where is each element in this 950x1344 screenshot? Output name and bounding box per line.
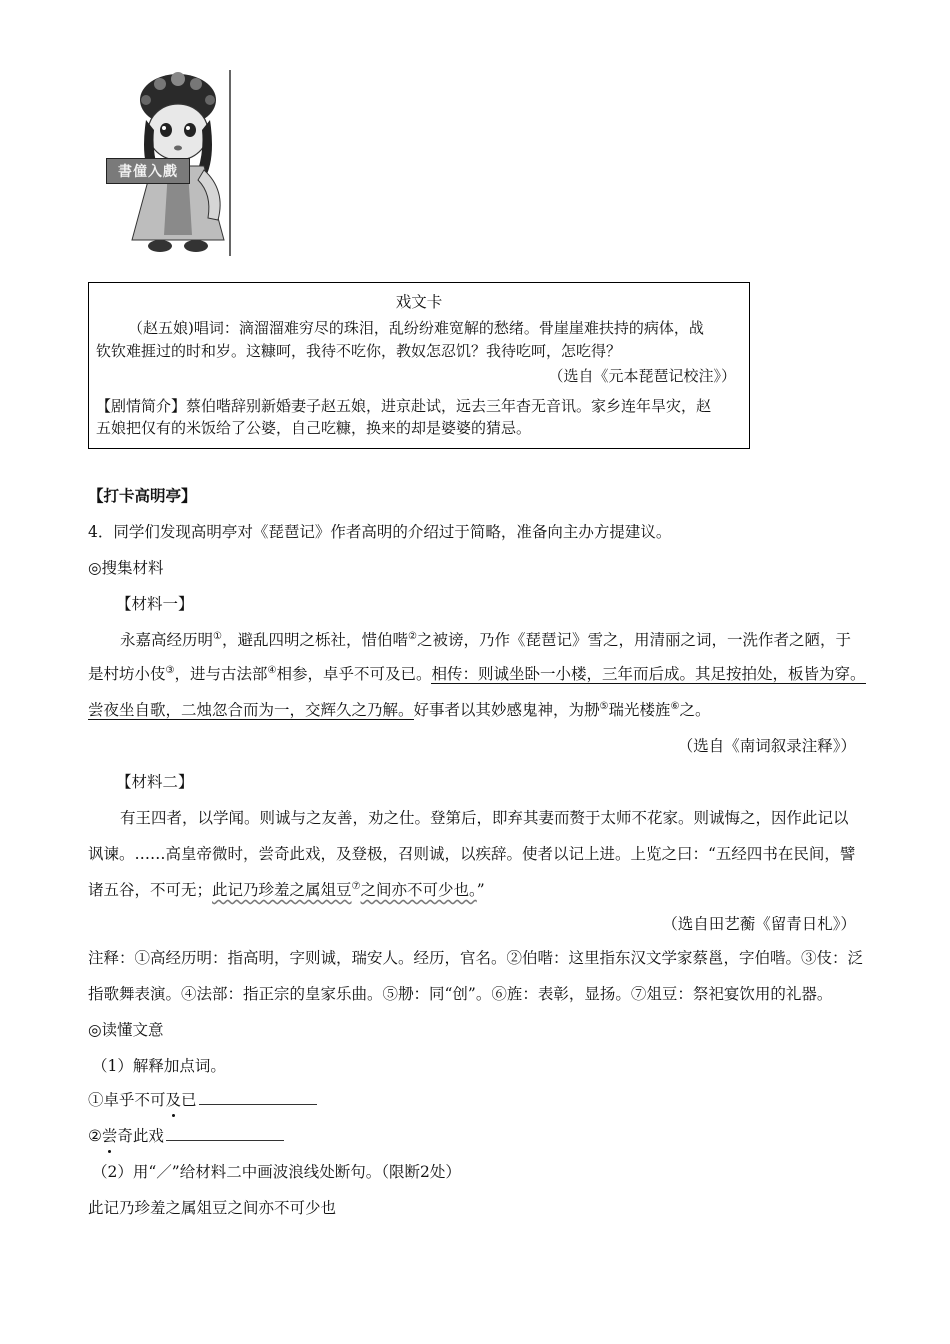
item-2 xyxy=(88,1126,284,1146)
text-span: 永嘉高经历明 xyxy=(120,631,214,649)
card-title: 戏文卡 xyxy=(395,293,443,311)
card-intro-line-2: 五娘把仅有的米饭给了公婆，自己吃糠，换来的却是婆婆的猜忌。 xyxy=(96,419,532,437)
material-1-line-3 xyxy=(88,700,711,720)
material-2-line-2: 讽谏。……高皇帝微时，尝奇此戏，及登极，召则诚，以疾辞。使者以记上进。上览之曰：“五经四书在民间，譬 xyxy=(88,845,856,863)
question-4: 4．同学们发现高明亭对《琵琶记》作者高明的介绍过于简略，准备向主办方提建议。 xyxy=(88,523,672,541)
text-span: 诸五谷，不可无； xyxy=(88,881,213,899)
dotted-word: 及 xyxy=(165,1091,182,1109)
text-span: ，避乱四明之栎社，惜伯喈 xyxy=(221,631,408,649)
text-span: ①卓乎不可 xyxy=(88,1091,166,1109)
item-1 xyxy=(88,1090,317,1110)
card-lyric-line-1: （赵五娘)唱词：滴溜溜难穷尽的珠泪，乱纷纷难宽解的愁绪。骨崖崖难扶持的病体，战 xyxy=(128,319,704,337)
sign-text: 書僮入戲 xyxy=(118,164,178,180)
notes-line-2: 指歌舞表演。④法部：指正宗的皇家乐曲。⑤刱：同“创”。⑥旌：表彰，显扬。⑦俎豆：祭祀宴饮用的礼器。 xyxy=(88,985,833,1003)
text-span: 奇此戏 xyxy=(117,1127,164,1145)
sentence-to-punctuate: 此记乃珍羞之属俎豆之间亦不可少也 xyxy=(88,1199,337,1217)
figure-sign-board xyxy=(106,158,190,184)
section-heading: 【打卡高明亭】 xyxy=(88,486,197,505)
sub-question-2: （2）用“／”给材料二中画波浪线处断句。（限断2处） xyxy=(92,1163,461,1181)
material-2-label: 【材料二】 xyxy=(116,773,194,791)
text-span: ，进与古法部 xyxy=(174,665,268,683)
material-2-source: （选自田艺蘅《留青日札》） xyxy=(662,915,856,933)
note-ref: ⑦ xyxy=(351,880,361,892)
card-lyric-line-2: 钦钦难捱过的时和岁。这糠呵，我待不吃你，教奴怎忍饥？我待吃呵，怎吃得？ xyxy=(96,342,622,360)
note-ref: ② xyxy=(408,630,417,642)
material-2-line-1: 有王四者，以学闻。则诚与之友善，劝之仕。登第后，即弃其妻而赘于太师不花家。则诚悔之，因作此记以 xyxy=(120,809,849,827)
text-span: ② xyxy=(88,1127,102,1145)
dotted-word: 尝 xyxy=(101,1127,118,1145)
note-ref: ⑤ xyxy=(599,700,609,712)
underlined-text: 相传：则诚坐卧一小楼，三年而后成。其足按拍处，板皆为穿。 xyxy=(431,665,866,683)
notes-line-1: 注释：①高经历明：指高明，字则诚，瑞安人。经历，官名。②伯喈：这里指东汉文学家蔡邕，字伯喈。③伎：泛 xyxy=(88,949,864,967)
sub-question-1: （1）解释加点词。 xyxy=(92,1057,226,1075)
card-intro-line-1: 【剧情简介】蔡伯喈辞别新婚妻子赵五娘，进京赴试，远去三年杳无音讯。家乡连年旱灾，赵 xyxy=(96,397,712,415)
text-span: 好事者以其妙感鬼神，为刱 xyxy=(413,701,600,719)
material-2-line-3 xyxy=(88,880,485,900)
wavy-underlined-text: 此记乃珍羞之属俎豆 xyxy=(212,881,352,899)
text-span: 已 xyxy=(181,1091,197,1109)
text-span: ” xyxy=(476,881,485,899)
text-span: 瑞光楼旌 xyxy=(608,701,671,719)
material-1-line-2 xyxy=(88,664,866,684)
note-ref: ③ xyxy=(165,664,175,676)
note-ref: ④ xyxy=(267,664,277,676)
answer-blank-1[interactable] xyxy=(199,1090,317,1105)
underlined-text: 尝夜坐自歌，二烛忽合而为一，交辉久之乃解。 xyxy=(88,701,414,719)
text-span: 之。 xyxy=(679,701,711,719)
wavy-underlined-text: 之间亦不可少也。 xyxy=(360,881,477,899)
note-ref: ① xyxy=(213,630,222,642)
understand-heading: ◎读懂文意 xyxy=(88,1021,164,1039)
material-1-label: 【材料一】 xyxy=(116,595,194,613)
card-source: （选自《元本琵琶记校注》） xyxy=(548,367,736,385)
material-1-line-1 xyxy=(120,630,851,650)
note-ref: ⑥ xyxy=(670,700,680,712)
text-span: 之被谤，乃作《琵琶记》雪之，用清丽之词，一洗作者之陋，于 xyxy=(416,631,851,649)
text-span: 相参，卓乎不可及已。 xyxy=(276,665,432,683)
collect-materials-heading: ◎搜集材料 xyxy=(88,559,164,577)
text-span: 是村坊小伎 xyxy=(88,665,166,683)
answer-blank-2[interactable] xyxy=(166,1126,284,1141)
material-1-source: （选自《南词叙录注释》） xyxy=(677,737,856,755)
